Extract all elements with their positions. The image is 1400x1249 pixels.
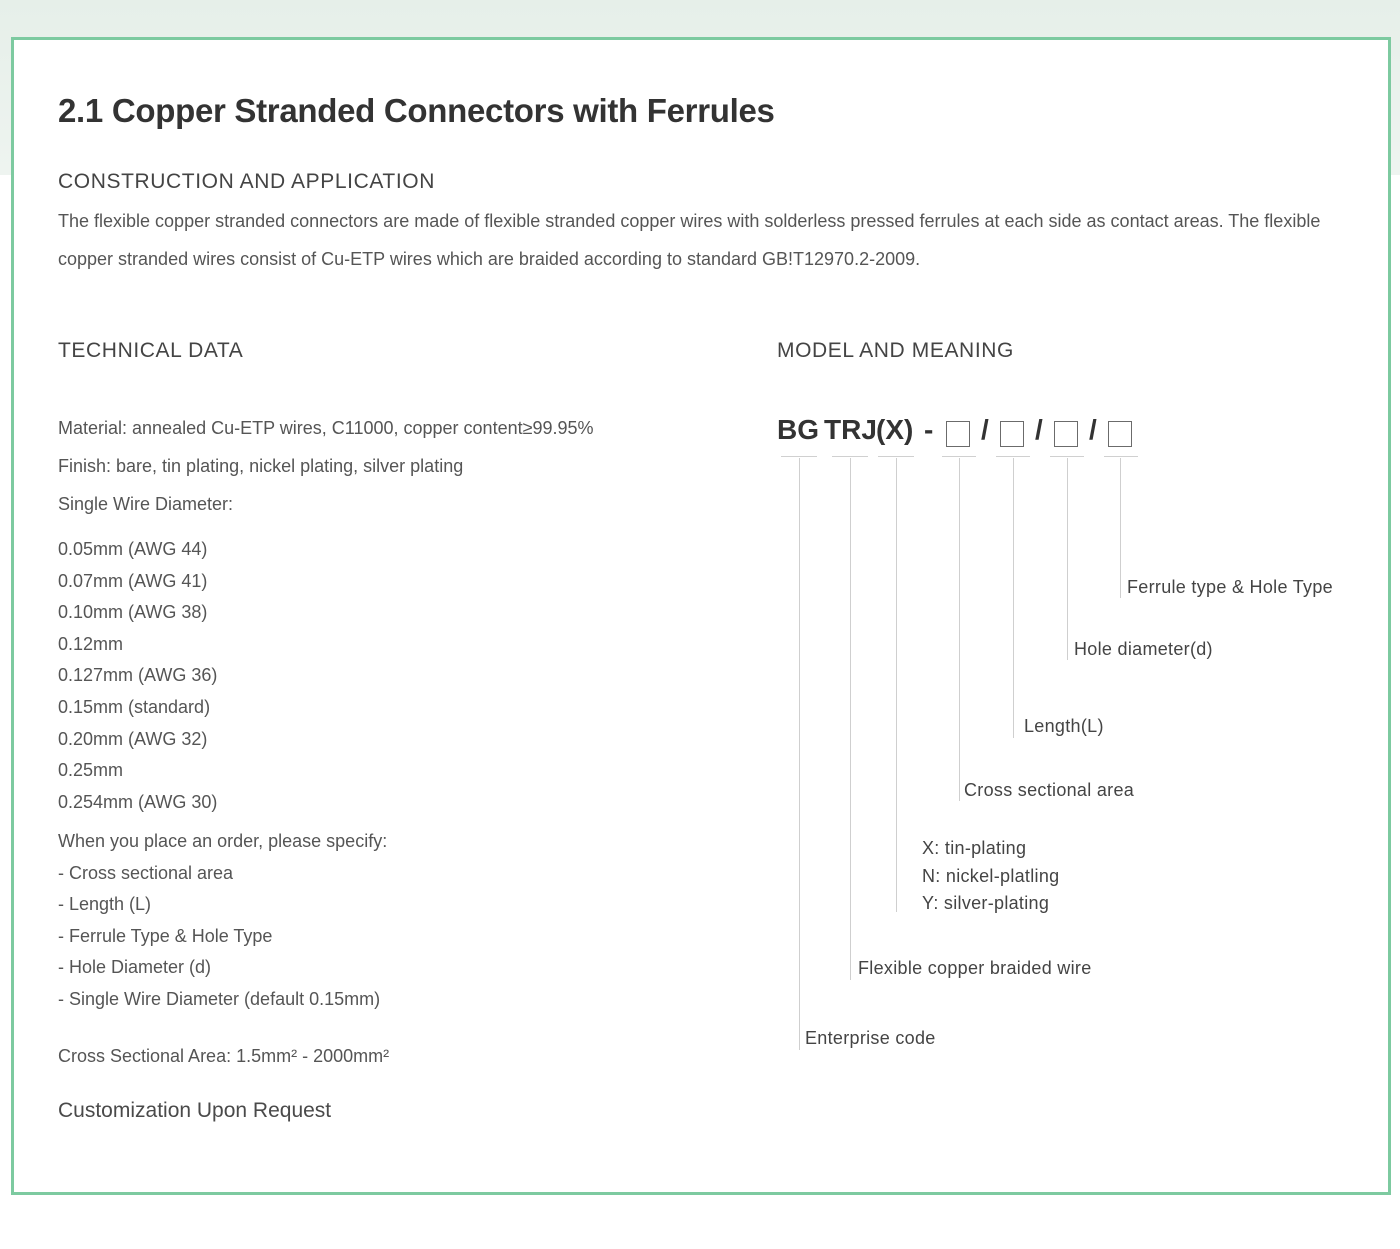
cross-section-text: Cross Sectional Area: 1.5mm² - 2000mm² <box>58 1046 390 1066</box>
diameter-item: 0.07mm (AWG 41) <box>58 571 208 591</box>
underline-bg <box>781 456 817 457</box>
label-plating-y: Y: silver-plating <box>922 893 1050 913</box>
underline-cross <box>942 456 976 457</box>
underline-hole <box>1050 456 1084 457</box>
label-plating-n: N: nickel-platling <box>922 866 1060 886</box>
order-item: - Hole Diameter (d) <box>58 957 212 977</box>
page-title: 2.1 Copper Stranded Connectors with Ferrules <box>58 92 775 129</box>
label-ferrule-type: Ferrule type & Hole Type <box>1127 577 1333 597</box>
code-box-ferrule-type <box>1108 421 1132 447</box>
code-box-cross-section <box>946 421 970 447</box>
order-item: - Length (L) <box>58 894 152 914</box>
diameter-item: 0.25mm <box>58 760 124 780</box>
diameter-item: 0.15mm (standard) <box>58 697 211 717</box>
construction-text: The flexible copper stranded connectors are made of flexible stranded copper wires with solderless pressed ferrules at each side as contact areas. The flexible copper stranded wires consist of Cu-ETP wires which are braided according to standard GB!T12970.2-2009. <box>58 211 1321 269</box>
leader-cross <box>959 458 960 801</box>
label-hole-diameter: Hole diameter(d) <box>1074 639 1213 659</box>
leader-wire <box>850 458 851 980</box>
order-item: - Cross sectional area <box>58 863 234 883</box>
leader-plating <box>896 458 897 912</box>
model-code-x: (X) <box>876 414 914 445</box>
diameter-item: 0.05mm (AWG 44) <box>58 539 208 559</box>
construction-heading: CONSTRUCTION AND APPLICATION <box>58 170 435 193</box>
label-cross-section: Cross sectional area <box>964 780 1135 800</box>
order-item: - Single Wire Diameter (default 0.15mm) <box>58 989 381 1009</box>
code-box-length <box>1000 421 1024 447</box>
order-label: When you place an order, please specify: <box>58 831 388 851</box>
leader-enterprise <box>799 458 800 1050</box>
model-heading: MODEL AND MEANING <box>777 339 1014 362</box>
underline-ferrule <box>1104 456 1138 457</box>
label-plating-x: X: tin-plating <box>922 838 1027 858</box>
code-slash: / <box>981 414 989 445</box>
underline-x <box>878 456 914 457</box>
diameter-item: 0.20mm (AWG 32) <box>58 729 208 749</box>
leader-length <box>1013 458 1014 738</box>
underline-length <box>996 456 1030 457</box>
diameter-item: 0.10mm (AWG 38) <box>58 602 208 622</box>
leader-ferrule <box>1120 458 1121 598</box>
code-slash: / <box>1089 414 1097 445</box>
finish-text: Finish: bare, tin plating, nickel plating, silver plating <box>58 456 464 476</box>
code-slash: / <box>1035 414 1043 445</box>
model-code-dash: - <box>924 414 934 445</box>
single-wire-label: Single Wire Diameter: <box>58 494 234 514</box>
order-item: - Ferrule Type & Hole Type <box>58 926 273 946</box>
model-code-trj: TRJ <box>824 414 877 445</box>
underline-trj <box>832 456 868 457</box>
code-box-hole-diameter <box>1054 421 1078 447</box>
label-length: Length(L) <box>1024 716 1104 736</box>
material-text: Material: annealed Cu-ETP wires, C11000, copper content≥99.95% <box>58 418 594 438</box>
label-braided-wire: Flexible copper braided wire <box>858 958 1092 978</box>
leader-hole <box>1067 458 1068 660</box>
diameter-item: 0.254mm (AWG 30) <box>58 792 218 812</box>
diameter-item: 0.127mm (AWG 36) <box>58 665 218 685</box>
model-code-bg: BG <box>777 414 819 445</box>
customization-text: Customization Upon Request <box>58 1099 332 1122</box>
technical-heading: TECHNICAL DATA <box>58 339 244 362</box>
label-enterprise-code: Enterprise code <box>805 1028 936 1048</box>
diameter-item: 0.12mm <box>58 634 124 654</box>
